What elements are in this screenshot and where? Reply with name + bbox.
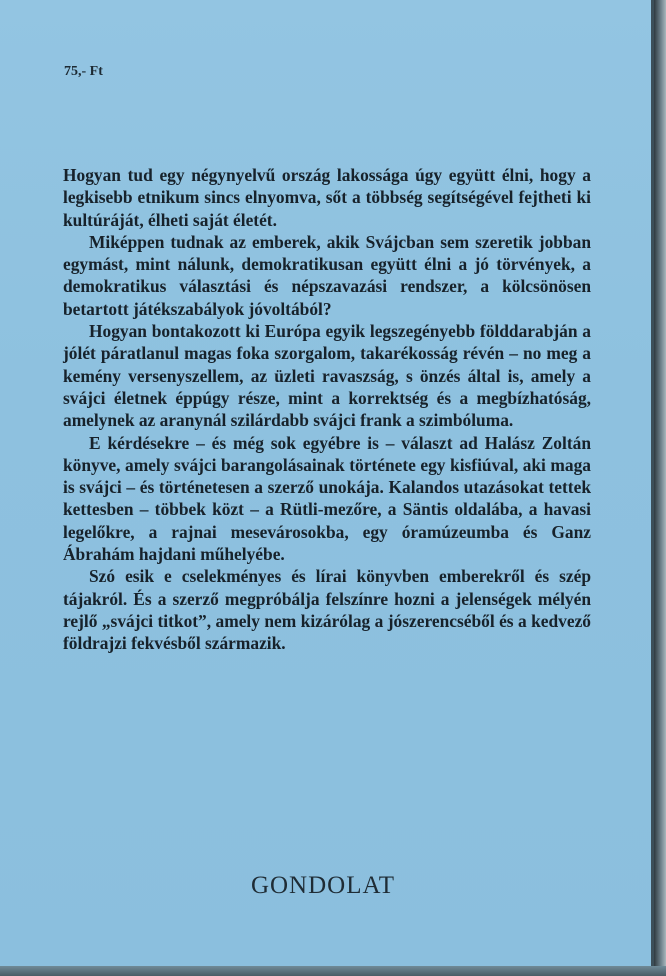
paragraph-1: Hogyan tud egy négynyelvű ország lakossága úgy együtt élni, hogy a legkisebb etnikum sincs elnyomva, sőt a többség segítségével fejtheti ki kultúráját, élheti saját életét. bbox=[63, 165, 591, 230]
paragraph-2: Miképpen tudnak az emberek, akik Svájcban sem szeretik jobban egymást, mint nálunk, demokratikusan együtt élni a jó törvények, a demokratikus választási és népszavazási rendszer, a kölcsönösen betartott játékszabályok jóvoltából? bbox=[63, 231, 591, 319]
publisher-name: GONDOLAT bbox=[250, 872, 396, 899]
price-label: 75,- Ft bbox=[64, 64, 103, 79]
book-spine-edge bbox=[654, 0, 666, 976]
paragraph-3: Hogyan bontakozott ki Európa egyik legszegényebb földdarabján a jólét páratlanul magas foka szorgalom, takarékosság révén – no meg a kemény versenyszellem, az üzleti ravaszság, s önzés által is, amely a svájci életnek éppúgy része, mint a korrektség és a megbízhatóság, amelynek az aranynál szilárdabb svájci frank a szimbóluma. bbox=[63, 321, 591, 431]
blurb-text bbox=[63, 164, 591, 655]
book-bottom-edge bbox=[0, 966, 666, 976]
paragraph-4: E kérdésekre – és még sok egyébre is – választ ad Halász Zoltán könyve, amely svájci barangolásainak története egy kisfiúval, aki maga is svájci – és történetesen a szerző unokája. Kalandos utazásokat tettek kettesben – többek közt – a Rütli-mezőre, a Säntis oldalába, a havasi legelőkre, a rajnai mesevárosokba, egy óramúzeumba és Ganz Ábrahám hajdani műhelyébe. bbox=[63, 432, 591, 565]
paragraph-5: Szó esik e cselekményes és lírai könyvben emberekről és szép tájakról. És a szerző megpróbálja felszínre hozni a jelenségek mélyén rejlő „svájci titkot”, amely nem kizárólag a jószerencséből és a kedvező földrajzi fekvésből származik. bbox=[63, 566, 591, 654]
